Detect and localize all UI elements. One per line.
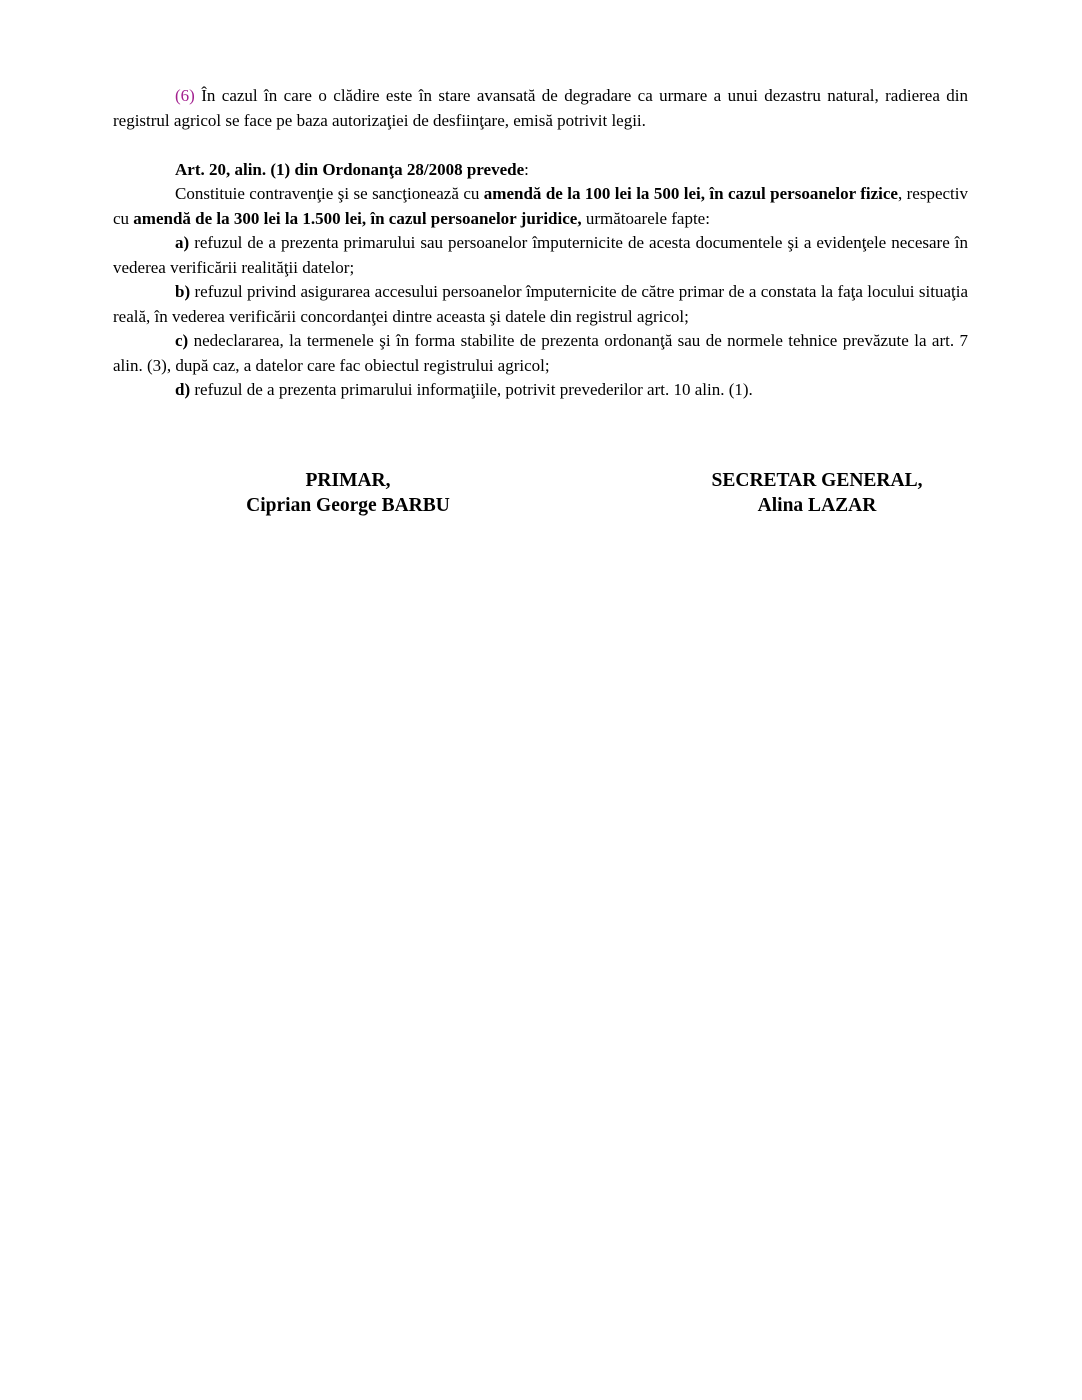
signature-block	[113, 468, 968, 528]
intro-bold-2: amendă de la 300 lei la 1.500 lei, în cazul persoanelor juridice,	[133, 208, 582, 228]
article-heading-colon: :	[524, 159, 529, 179]
article-heading	[113, 158, 968, 183]
intro-paragraph	[113, 182, 968, 231]
list-item-b-text: refuzul privind asigurarea accesului persoanelor împuternicite de către primar de a constata la faţa locului situaţia reală, în vederea verificării concordanţei dintre aceasta şi datele din registrul agricol;	[113, 282, 968, 326]
list-item-c	[113, 329, 968, 378]
signature-secretar	[607, 468, 1027, 519]
intro-run-3: următoarele fapte:	[581, 208, 710, 228]
list-item-c-marker: c)	[175, 331, 189, 350]
paragraph-6-text: În cazul în care o clădire este în stare avansată de degradare ca urmare a unui dezastru natural, radierea din registrul agricol se face pe baza autorizaţiei de desfiinţare, emisă potrivit legii.	[113, 86, 968, 130]
list-item-a-text: refuzul de a prezenta primarului sau persoanelor împuternicite de acesta documentele şi a evidenţele necesare în vederea verificării realităţii datelor;	[113, 233, 968, 277]
list-item-d-marker: d)	[175, 380, 191, 399]
signature-primar-title: PRIMAR,	[305, 469, 391, 491]
signature-primar	[138, 468, 558, 519]
paragraph-6-marker: (6)	[175, 86, 195, 105]
list-item-b	[113, 280, 968, 329]
list-item-c-text: nedeclararea, la termenele şi în forma stabilite de prezenta ordonanţă sau de normele tehnice prevăzute la art. 7 alin. (3), după caz, a datelor care fac obiectul registrului agricol;	[113, 331, 968, 375]
article-heading-bold: Art. 20, alin. (1) din Ordonanţa 28/2008 prevede	[175, 159, 525, 179]
signature-primar-name: Ciprian George BARBU	[246, 495, 450, 516]
list-item-d	[113, 378, 968, 403]
paragraph-6	[113, 84, 968, 133]
list-item-a-marker: a)	[175, 233, 190, 252]
list-item-a	[113, 231, 968, 280]
signature-secretar-title: SECRETAR GENERAL,	[711, 469, 923, 491]
list-item-b-marker: b)	[175, 282, 191, 301]
list-item-d-text: refuzul de a prezenta primarului informaţiile, potrivit prevederilor art. 10 alin. (1).	[190, 380, 753, 399]
intro-bold-1: amendă de la 100 lei la 500 lei, în cazul persoanelor fizice	[483, 184, 898, 203]
intro-run-2: , respectiv cu	[113, 184, 968, 228]
signature-secretar-name: Alina LAZAR	[757, 495, 877, 516]
intro-run-1: Constituie contravenţie şi se sancţionează cu	[175, 184, 484, 203]
